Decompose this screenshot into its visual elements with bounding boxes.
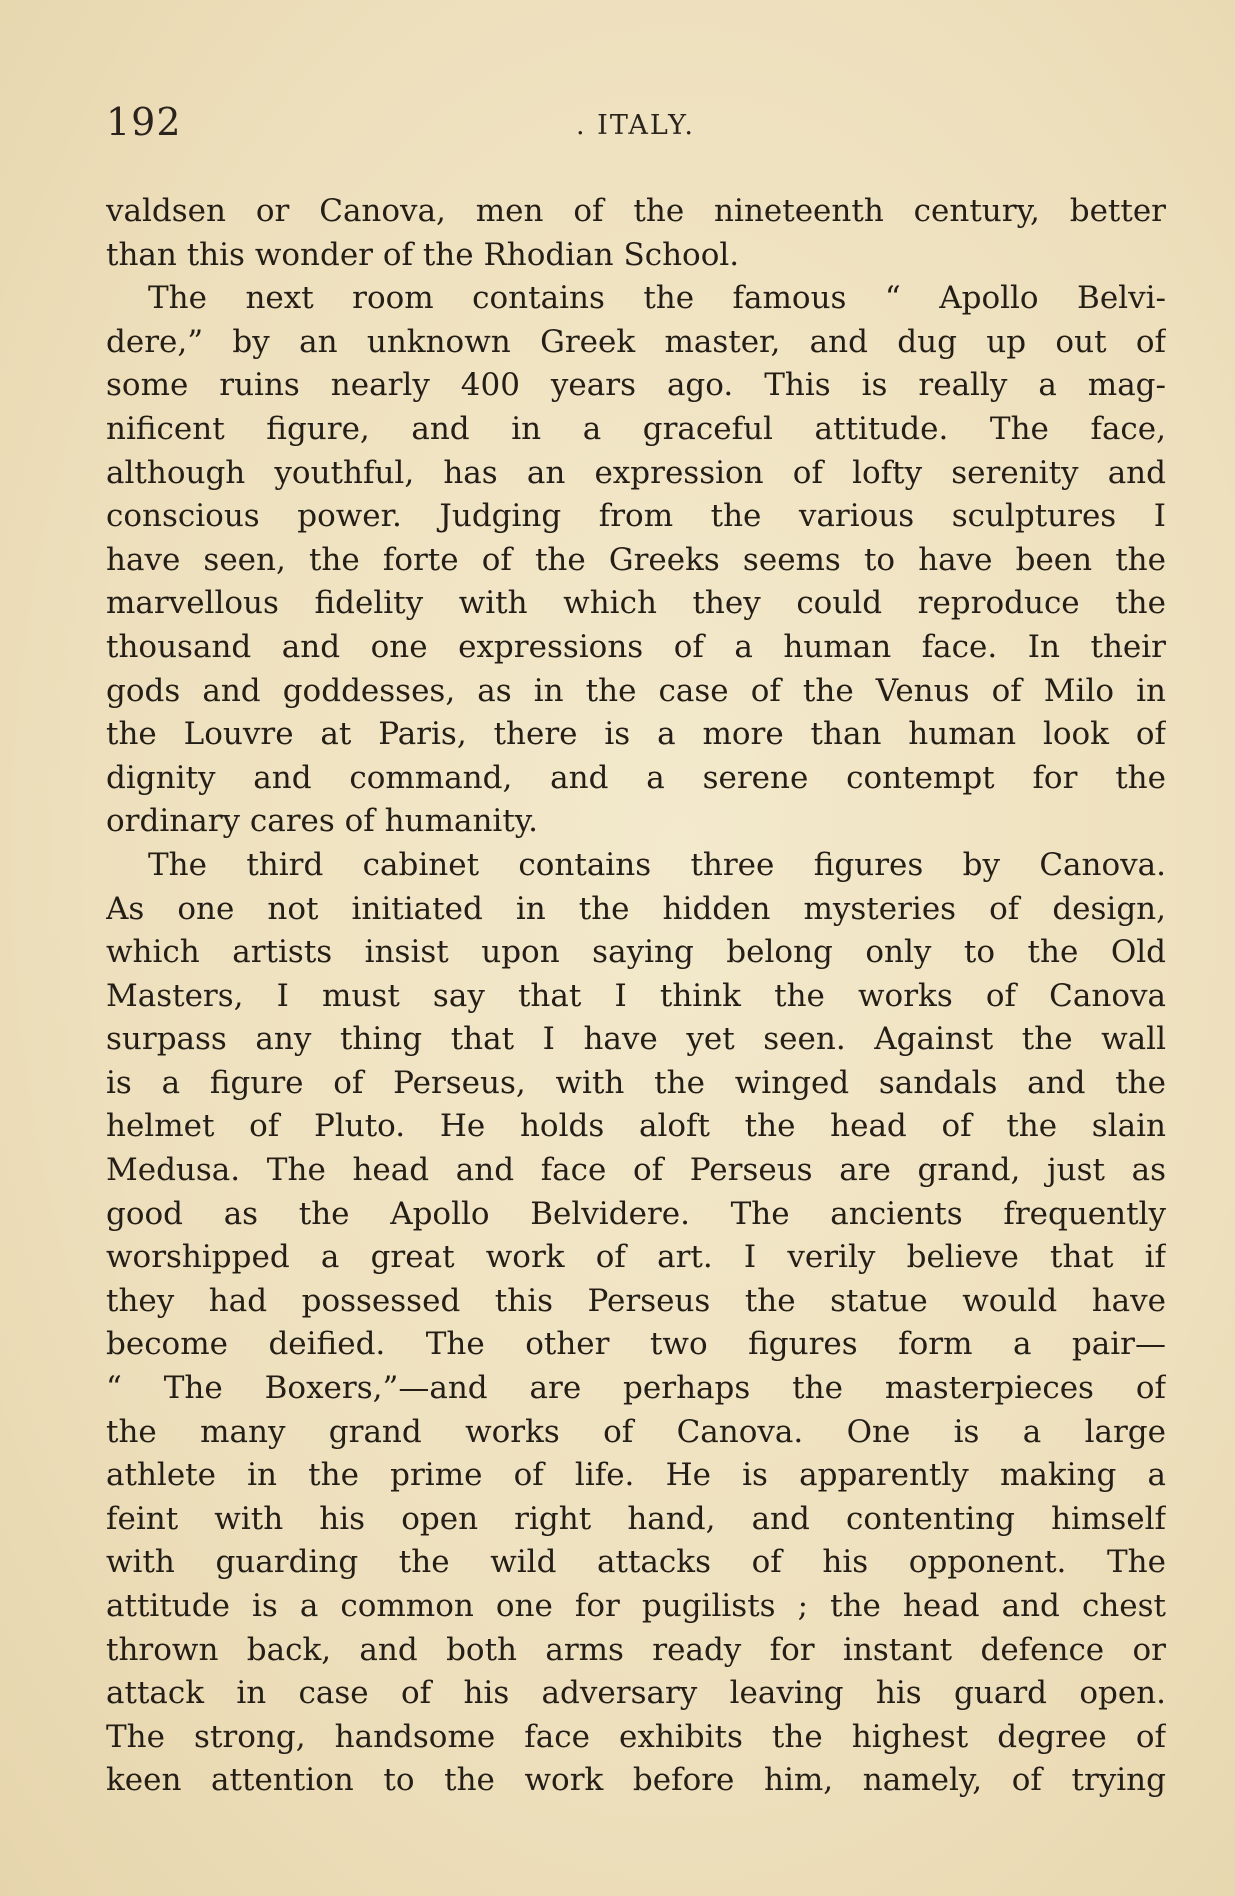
text-line: The next room contains the famous “ Apollo Belvi- — [148, 280, 1166, 317]
text-line: The third cabinet contains three figures by Canova. — [148, 846, 1166, 883]
text-line: good as the Apollo Belvidere. The ancients frequently — [106, 1195, 1166, 1232]
text-line: attack in case of his adversary leaving his guard open. — [106, 1675, 1166, 1712]
text-line: keen attention to the work before him, namely, of trying — [106, 1762, 1166, 1799]
text-line: Masters, I must say that I think the works of Canova — [106, 977, 1166, 1014]
text-line: worshipped a great work of art. I verily believe that if — [106, 1239, 1166, 1276]
text-line: valdsen or Canova, men of the nineteenth century, better — [106, 193, 1166, 229]
text-line: surpass any thing that I have yet seen. Against the wall — [106, 1021, 1166, 1058]
text-line: helmet of Pluto. He holds aloft the head of the slain — [106, 1108, 1166, 1145]
text-line: become deified. The other two figures form a pair— — [106, 1326, 1166, 1363]
body-text — [106, 190, 1166, 1803]
text-line: dignity and command, and a serene contempt for the — [106, 759, 1166, 796]
text-line: ordinary cares of humanity. — [106, 803, 539, 840]
text-line: with guarding the wild attacks of his opponent. The — [106, 1544, 1166, 1581]
text-line: which artists insist upon saying belong only to the Old — [106, 934, 1166, 971]
text-line: thousand and one expressions of a human face. In their — [106, 628, 1166, 665]
text-line: some ruins nearly 400 years ago. This is really a mag- — [106, 367, 1166, 404]
text-line: athlete in the prime of life. He is apparently making a — [106, 1457, 1166, 1494]
text-line: “ The Boxers,”—and are perhaps the masterpieces of — [106, 1370, 1166, 1407]
text-line: gods and goddesses, as in the case of the Venus of Milo in — [106, 672, 1166, 709]
page-number: 192 — [106, 100, 182, 144]
text-line: attitude is a common one for pugilists ; the head and chest — [106, 1588, 1166, 1624]
text-line: is a figure of Perseus, with the winged sandals and the — [106, 1064, 1166, 1101]
text-line: than this wonder of the Rhodian School. — [106, 236, 740, 273]
text-line: conscious power. Judging from the various sculptures I — [106, 498, 1166, 535]
text-line: Medusa. The head and face of Perseus are grand, just as — [106, 1152, 1166, 1189]
text-line: As one not initiated in the hidden mysteries of design, — [106, 890, 1166, 927]
text-line: The strong, handsome face exhibits the highest degree of — [106, 1718, 1166, 1755]
text-line: the Louvre at Paris, there is a more than human look of — [106, 716, 1166, 753]
text-line: although youthful, has an expression of lofty serenity and — [106, 454, 1166, 491]
text-line: they had possessed this Perseus the statue would have — [106, 1282, 1166, 1319]
text-line: dere,” by an unknown Greek master, and dug up out of — [106, 323, 1166, 360]
text-line: have seen, the forte of the Greeks seems to have been the — [106, 541, 1166, 578]
text-line: the many grand works of Canova. One is a large — [106, 1413, 1166, 1450]
running-title: . ITALY. — [576, 110, 695, 141]
text-line: thrown back, and both arms ready for instant defence or — [106, 1631, 1166, 1668]
text-line: nificent figure, and in a graceful attitude. The face, — [106, 410, 1166, 447]
text-line: feint with his open right hand, and contenting himself — [106, 1500, 1166, 1537]
text-line: marvellous fidelity with which they could reproduce the — [106, 585, 1166, 622]
running-head — [106, 100, 1164, 150]
